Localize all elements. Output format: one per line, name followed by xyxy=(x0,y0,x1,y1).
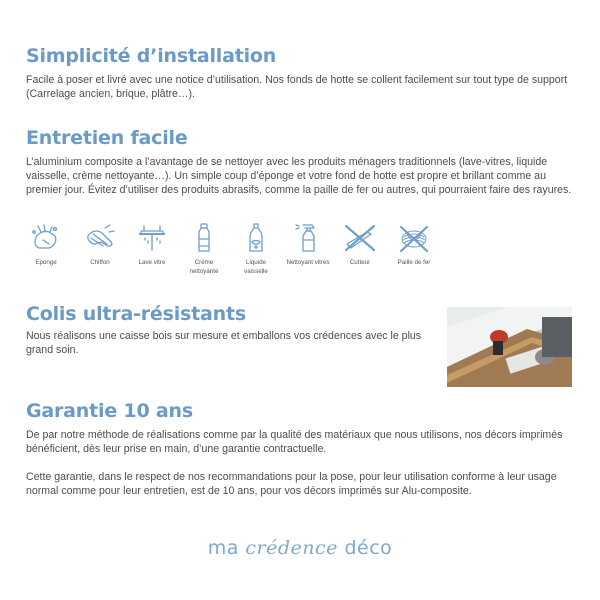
cutter-crossed-icon xyxy=(341,222,379,254)
icon-cell-window-cleaner xyxy=(130,222,174,267)
icon-label: Lave vitre xyxy=(138,259,166,266)
maintenance-section xyxy=(26,127,576,197)
cream-bottle-icon xyxy=(187,222,221,254)
icon-label: Crème nettoyante xyxy=(189,259,219,275)
icon-cell-spray xyxy=(286,222,330,267)
icon-cell-dish-soap xyxy=(234,222,278,276)
packaging-section xyxy=(26,303,426,357)
brand-logo xyxy=(0,537,600,559)
logo-part-credence: crédence xyxy=(245,537,338,559)
packaging-photo xyxy=(447,307,572,387)
warranty-text-1: De par notre méthode de réalisations comme par la qualité des matériaux que nous utilisons, nos décors imprimés bénéficient, dès leur prise en main, d’une garantie contractuelle. xyxy=(26,429,563,455)
maintenance-text: L’aluminium composite a l’avantage de se nettoyer avec les produits ménagers traditionnels (lave-vitres, liquide vaisselle, crème nettoyante…). Un simple coup d’éponge et votre fond de hotte est propre et brillant comme au premier jour. Évitez d’utiliser des produits abrasifs, comme la paille de fer ou autres, qui pourraient faire des rayures. xyxy=(26,156,572,196)
steel-wool-crossed-icon xyxy=(395,222,433,254)
dish-soap-icon xyxy=(239,222,273,254)
icon-label: Eponge xyxy=(35,259,57,266)
icon-cell-steel-wool xyxy=(392,222,436,267)
installation-text: Facile à poser et livré avec une notice d’utilisation. Nos fonds de hotte se collent facilement sur tout type de support (Carrelage ancien, brique, plâtre…). xyxy=(26,74,568,100)
warranty-title: Garantie 10 ans xyxy=(26,400,193,422)
logo-part-ma: ma xyxy=(207,537,246,559)
icon-label: Liquide vaisselle xyxy=(244,259,268,275)
icon-cell-cloth xyxy=(78,222,122,267)
packaging-title: Colis ultra-résistants xyxy=(26,303,246,325)
icon-label: Paille de fer xyxy=(397,259,431,266)
warranty-section xyxy=(26,400,576,498)
icon-label: Cutteur xyxy=(349,259,371,266)
cloth-icon xyxy=(83,222,117,254)
icon-cell-cutter xyxy=(338,222,382,267)
icon-cell-sponge xyxy=(24,222,68,267)
installation-section xyxy=(26,45,576,101)
icon-cell-cream-bottle xyxy=(182,222,226,276)
icon-label: Nettoyant vitres xyxy=(286,259,330,266)
spray-bottle-icon xyxy=(291,222,325,254)
sponge-icon xyxy=(29,222,63,254)
cleaning-icons-row xyxy=(20,222,440,282)
installation-title: Simplicité d’installation xyxy=(26,45,277,67)
window-cleaner-icon xyxy=(135,222,169,254)
warranty-text-2: Cette garantie, dans le respect de nos recommandations pour la pose, pour leur utilisation conforme à leur usage normal comme pour leur entretien, est de 10 ans, pour vos décors imprimés sur Alu-composite. xyxy=(26,471,557,497)
maintenance-title: Entretien facile xyxy=(26,127,188,149)
icon-label: Chiffon xyxy=(90,259,110,266)
logo-part-deco: déco xyxy=(337,537,393,559)
packaging-text: Nous réalisons une caisse bois sur mesure et emballons vos crédences avec le plus grand soin. xyxy=(26,330,422,356)
